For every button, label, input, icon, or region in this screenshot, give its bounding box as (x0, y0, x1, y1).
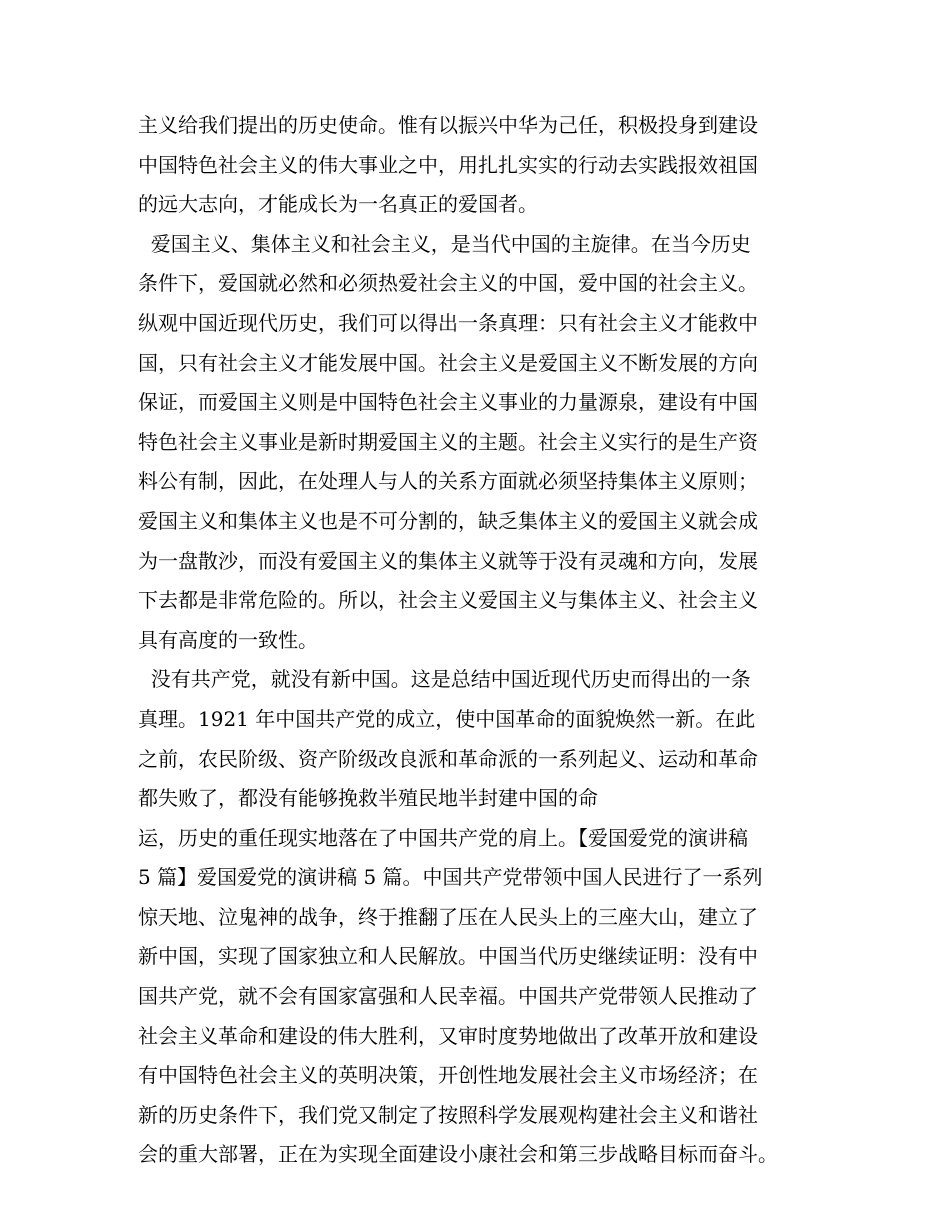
body-text (138, 106, 828, 1175)
text-line: 运，历史的重任现实地落在了中国共产党的肩上。【爱国爱党的演讲稿 (138, 825, 748, 850)
text-line: 会的重大部署，正在为实现全面建设小康社会和第三步战略目标而奋斗。 (138, 1142, 778, 1167)
text-line: 特色社会主义事业是新时期爱国主义的主题。社会主义实行的是生产资 (138, 429, 758, 454)
text-line: 纵观中国近现代历史，我们可以得出一条真理：只有社会主义才能救中 (138, 310, 758, 335)
text-line: 新的历史条件下，我们党又制定了按照科学发展观构建社会主义和谐社 (138, 1102, 758, 1127)
text-line: 新中国，实现了国家独立和人民解放。中国当代历史继续证明：没有中 (138, 944, 758, 969)
text-line: 保证，而爱国主义则是中国特色社会主义事业的力量源泉，建设有中国 (138, 390, 758, 415)
text-line: 5 篇】爱国爱党的演讲稿 5 篇。中国共产党带领中国人民进行了一系列 (138, 865, 763, 890)
text-line: 主义给我们提出的历史使命。惟有以振兴中华为己任，积极投身到建设 (138, 113, 758, 137)
text-line: 爱国主义、集体主义和社会主义，是当代中国的主旋律。在当今历史 (138, 231, 751, 256)
text-line: 中国特色社会主义的伟大事业之中，用扎扎实实的行动去实践报效祖国 (138, 152, 758, 177)
text-line: 都失败了，都没有能够挽救半殖民地半封建中国的命 (138, 786, 598, 811)
text-line: 下去都是非常危险的。所以，社会主义爱国主义与集体主义、社会主义 (138, 588, 758, 613)
text-line: 的远大志向，才能成长为一名真正的爱国者。 (138, 192, 538, 217)
text-line: 真理。1921 年中国共产党的成立，使中国革命的面貌焕然一新。在此 (138, 706, 756, 731)
text-line: 国，只有社会主义才能发展中国。社会主义是爱国主义不断发展的方向 (138, 350, 758, 375)
text-line: 条件下，爱国就必然和必须热爱社会主义的中国，爱中国的社会主义。 (138, 271, 758, 296)
text-line: 料公有制，因此，在处理人与人的关系方面就必须坚持集体主义原则； (138, 469, 758, 494)
text-line: 之前，农民阶级、资产阶级改良派和革命派的一系列起义、运动和革命 (138, 746, 758, 771)
text-line: 国共产党，就不会有国家富强和人民幸福。中国共产党带领人民推动了 (138, 984, 758, 1009)
text-line: 有中国特色社会主义的英明决策，开创性地发展社会主义市场经济；在 (138, 1063, 758, 1088)
text-line: 没有共产党，就没有新中国。这是总结中国近现代历史而得出的一条 (138, 667, 751, 692)
text-line: 为一盘散沙，而没有爱国主义的集体主义就等于没有灵魂和方向，发展 (138, 548, 758, 573)
text-line: 爱国主义和集体主义也是不可分割的，缺乏集体主义的爱国主义就会成 (138, 508, 758, 533)
text-line: 惊天地、泣鬼神的战争，终于推翻了压在人民头上的三座大山，建立了 (138, 904, 758, 929)
text-line: 具有高度的一致性。 (138, 627, 318, 652)
text-line: 社会主义革命和建设的伟大胜利，又审时度势地做出了改革开放和建设 (138, 1023, 758, 1048)
